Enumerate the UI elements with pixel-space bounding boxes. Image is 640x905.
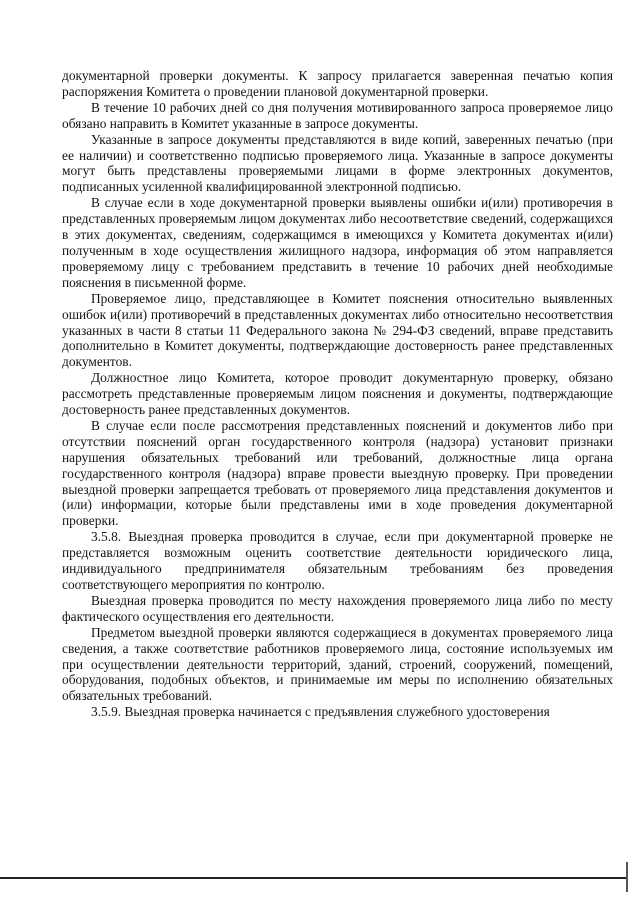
paragraph-7: В случае если после рассмотрения представленных пояснений и документов либо при отсутствии пояснений орган государственного контроля (надзора) установит признаки нарушения обязательных требований или требований, должностные лица органа государственного контроля (надзора) вправе провести выездную проверку. При проведении выездной проверки запрещается требовать от проверяемого лица представления документов и (или) информации, которые были представлены ими в ходе проведения документарной проверки. — [62, 417, 613, 529]
paragraph-4: В случае если в ходе документарной проверки выявлены ошибки и(или) противоречия в представленных проверяемым лицом документах либо несоответствие сведений, содержащихся в этих документах, сведениям, содержащимся в имеющихся у Комитета документах и(или) полученным в ходе осуществления жилищного надзора, информация об этом направляется проверяемому лицу с требованием представить в течение 10 рабочих дней необходимые пояснения в письменной форме. — [62, 195, 613, 290]
document-body — [62, 68, 613, 720]
paragraph-8: 3.5.8. Выездная проверка проводится в случае, если при документарной проверке не представляется возможным оценить соответствие деятельности юридического лица, индивидуального предпринимателя обязательным требованиям без проведения соответствующего мероприятия по контролю. — [62, 529, 613, 592]
paragraph-9: Выездная проверка проводится по месту нахождения проверяемого лица либо по месту фактического осуществления его деятельности. — [62, 592, 613, 624]
paragraph-5: Проверяемое лицо, представляющее в Комитет пояснения относительно выявленных ошибок и(или) противоречий в представленных документах либо относительно несоответствия указанных в части 8 статьи 11 Федерального закона № 294-ФЗ сведений, вправе представить дополнительно в Комитет документы, подтверждающие достоверность ранее представленных документов. — [62, 290, 613, 370]
paragraph-10: Предметом выездной проверки являются содержащиеся в документах проверяемого лица сведения, а также соответствие работников проверяемого лица, состояние используемых им при осуществлении деятельности территорий, зданий, строений, сооружений, помещений, оборудования, подобных объектов, и принимаемые им меры по исполнению обязательных обязательных требований. — [62, 624, 613, 704]
paragraph-1: документарной проверки документы. К запросу прилагается заверенная печатью копия распоряжения Комитета о проведении плановой документарной проверки. — [62, 68, 613, 99]
paragraph-11: 3.5.9. Выездная проверка начинается с предъявления служебного удостоверения — [91, 704, 550, 720]
page-bottom-divider — [0, 877, 628, 879]
paragraph-6: Должностное лицо Комитета, которое проводит документарную проверку, обязано рассмотреть представленные проверяемым лицом пояснения и документы, подтверждающие достоверность ранее представленных документов. — [62, 370, 613, 418]
scan-edge-mark — [626, 862, 628, 892]
paragraph-2: В течение 10 рабочих дней со дня получения мотивированного запроса проверяемое лицо обязано направить в Комитет указанные в запросе документы. — [62, 99, 613, 131]
paragraph-3: Указанные в запросе документы представляются в виде копий, заверенных печатью (при ее наличии) и соответственно подписью проверяемого лица. Указанные в запросе документы могут быть представлены проверяемыми лицами в форме электронных документов, подписанных усиленной квалифицированной электронной подписью. — [62, 131, 613, 195]
